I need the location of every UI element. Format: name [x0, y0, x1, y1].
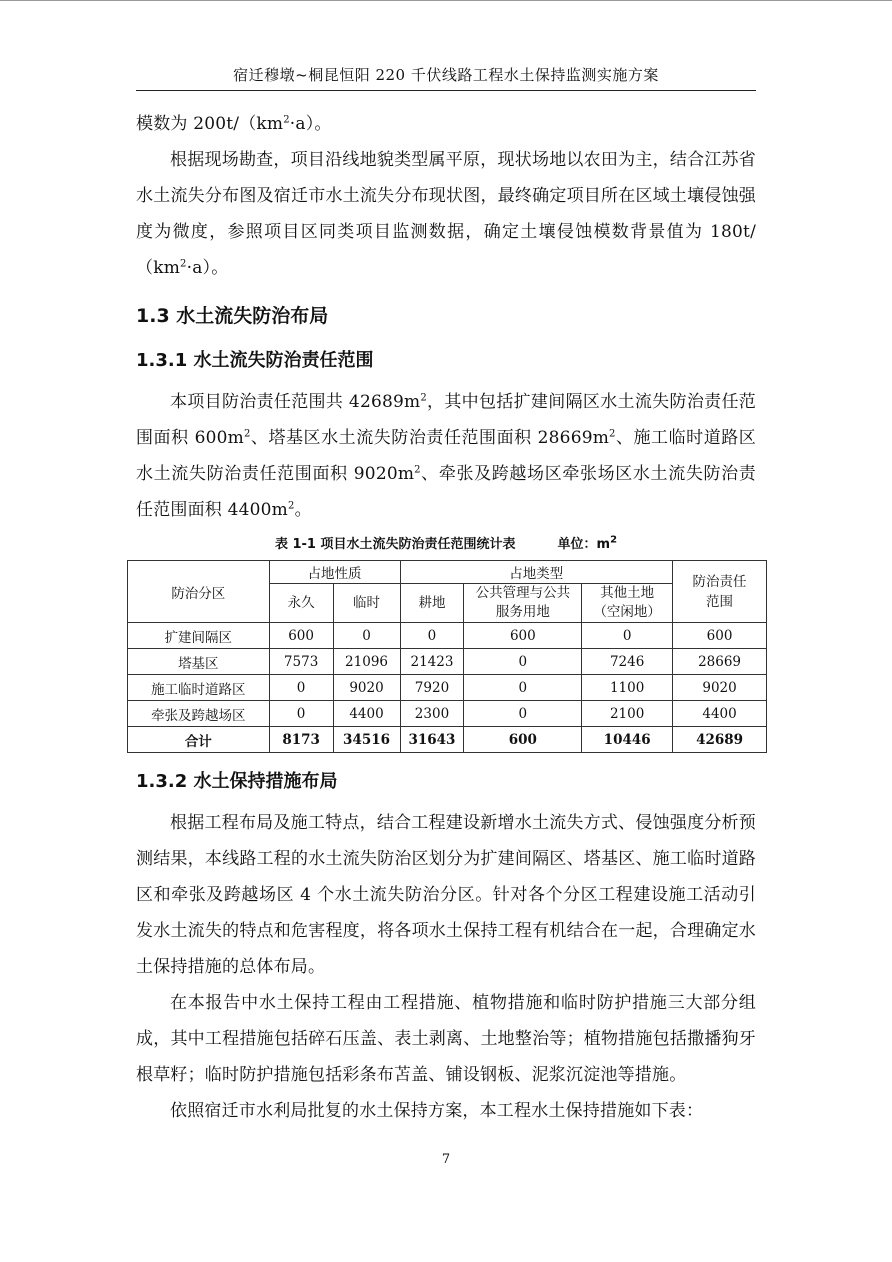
cell-other: 2100: [582, 701, 673, 727]
cell-temporary: 0: [333, 623, 400, 649]
cell-other: 0: [582, 623, 673, 649]
cell-public: 600: [464, 623, 582, 649]
cell-zone: 牵张及跨越场区: [128, 701, 270, 727]
cell-total: 9020: [673, 675, 767, 701]
superscript: 2: [420, 392, 427, 404]
paragraph-measures-composition: 在本报告中水土保持工程由工程措施、植物措施和临时防护措施三大部分组成，其中工程措施包括碎石压盖、表土剥离、土地整治等；植物措施包括撒播狗牙根草籽；临时防护措施包括彩条布苫盖、铺设钢板、泥浆沉淀池等措施。: [136, 993, 756, 1085]
superscript: 2: [288, 500, 295, 512]
paragraph-site-survey: [136, 142, 756, 286]
responsibility-scope-table: [127, 560, 767, 753]
cell-farmland: 0: [400, 623, 464, 649]
header-temporary: 临时: [333, 584, 400, 623]
superscript: 2: [283, 114, 290, 126]
cell-public: 600: [464, 727, 582, 753]
page-top-border: [0, 0, 892, 1]
cell-zone: 合计: [128, 727, 270, 753]
cell-total: 28669: [673, 649, 767, 675]
superscript: 2: [609, 428, 616, 440]
header-other-land: 其他土地（空闲地）: [582, 584, 673, 623]
section-heading-1-3-1: 1.3.1 水土流失防治责任范围: [136, 350, 374, 371]
cell-other: 1100: [582, 675, 673, 701]
text-span: 本项目防治责任范围共 42689m: [170, 392, 421, 412]
superscript: 2: [610, 534, 618, 546]
cell-temporary: 21096: [333, 649, 400, 675]
text-span: 。: [294, 500, 312, 520]
header-land-type: 占地类型: [400, 561, 673, 584]
table-caption: [136, 530, 756, 560]
table-header-row: [128, 561, 767, 584]
table-caption-title: 表 1-1 项目水土流失防治责任范围统计表: [274, 537, 516, 552]
page-number: 7: [441, 1152, 451, 1167]
cell-other: 7246: [582, 649, 673, 675]
table-unit: [557, 534, 618, 552]
cell-permanent: 7573: [269, 649, 333, 675]
superscript: 2: [243, 428, 251, 440]
table-row: [128, 623, 767, 649]
text-span: ·a）。: [186, 258, 229, 278]
cell-temporary: 34516: [333, 727, 400, 753]
table-total-row: [128, 727, 767, 753]
cell-public: 0: [464, 675, 582, 701]
table-row: [128, 649, 767, 675]
text-span: ·a）。: [289, 114, 332, 134]
text-span: ，其中包括扩建间隔区水土流失防治责任范围面积 600m: [136, 392, 756, 448]
header-occupy-nature: 占地性质: [269, 561, 400, 584]
cell-permanent: 0: [269, 701, 333, 727]
cell-public: 0: [464, 649, 582, 675]
cell-total: 42689: [673, 727, 767, 753]
table-container: [127, 560, 767, 753]
cell-farmland: 31643: [400, 727, 464, 753]
cell-permanent: 0: [269, 675, 333, 701]
header-responsibility: 防治责任范围: [673, 561, 767, 623]
cell-zone: 施工临时道路区: [128, 675, 270, 701]
superscript: 2: [180, 258, 187, 270]
text-span: 模数为 200t/（km: [136, 114, 284, 134]
paragraph-responsibility-scope: [136, 384, 756, 528]
header-farmland: 耕地: [400, 584, 464, 623]
paragraph-measures-layout: 根据工程布局及施工特点，结合工程建设新增水土流失方式、侵蚀强度分析预测结果，本线路工程的水土流失防治区划分为扩建间隔区、塔基区、施工临时道路区和牵张及跨越场区 4 个水土流失防治分区。针对各个分区工程建设施工活动引发水土流失的特点和危害程度，将各项水土保持工程有机结合在一起，合理确定水土保持措施的总体布局。: [136, 813, 756, 977]
unit-label: 单位：m: [557, 537, 611, 552]
running-header: 宿迁穆墩~桐昆恒阳 220 千伏线路工程水土保持监测实施方案: [136, 62, 756, 91]
text-span: 根据现场勘查，项目沿线地貌类型属平原，现状场地以农田为主，结合江苏省水土流失分布图及宿迁市水土流失分布现状图，最终确定项目所在区域土壤侵蚀强度为微度，参照项目区同类项目监测数据，确定土壤侵蚀模数背景值为 180t/（km: [136, 150, 756, 278]
table-row: [128, 675, 767, 701]
text-span: 、塔基区水土流失防治责任范围面积 28669m: [250, 428, 610, 448]
table-row: [128, 701, 767, 727]
cell-other: 10446: [582, 727, 673, 753]
header-zone: 防治分区: [128, 561, 270, 623]
cell-farmland: 7920: [400, 675, 464, 701]
cell-permanent: 600: [269, 623, 333, 649]
cell-total: 600: [673, 623, 767, 649]
cell-temporary: 9020: [333, 675, 400, 701]
cell-temporary: 4400: [333, 701, 400, 727]
superscript: 2: [414, 464, 421, 476]
text-span: 、施工临时道路区水土流失防治责任范围面积 9020m: [136, 428, 757, 484]
cell-zone: 塔基区: [128, 649, 270, 675]
cell-zone: 扩建间隔区: [128, 623, 270, 649]
cell-farmland: 21423: [400, 649, 464, 675]
cell-farmland: 2300: [400, 701, 464, 727]
cell-total: 4400: [673, 701, 767, 727]
text-span: 、牵张及跨越场区牵张场区水土流失防治责任范围面积 4400m: [136, 464, 756, 520]
cell-public: 0: [464, 701, 582, 727]
page-body: [136, 106, 756, 1129]
header-permanent: 永久: [269, 584, 333, 623]
section-heading-1-3: 1.3 水土流失防治布局: [136, 305, 329, 327]
cell-permanent: 8173: [269, 727, 333, 753]
paragraph-measures-plan: 依照宿迁市水利局批复的水土保持方案，本工程水土保持措施如下表：: [170, 1101, 704, 1121]
paragraph-modulus-continuation: [136, 106, 756, 142]
section-heading-1-3-2: 1.3.2 水土保持措施布局: [136, 771, 338, 792]
header-public-land: 公共管理与公共服务用地: [464, 584, 582, 623]
